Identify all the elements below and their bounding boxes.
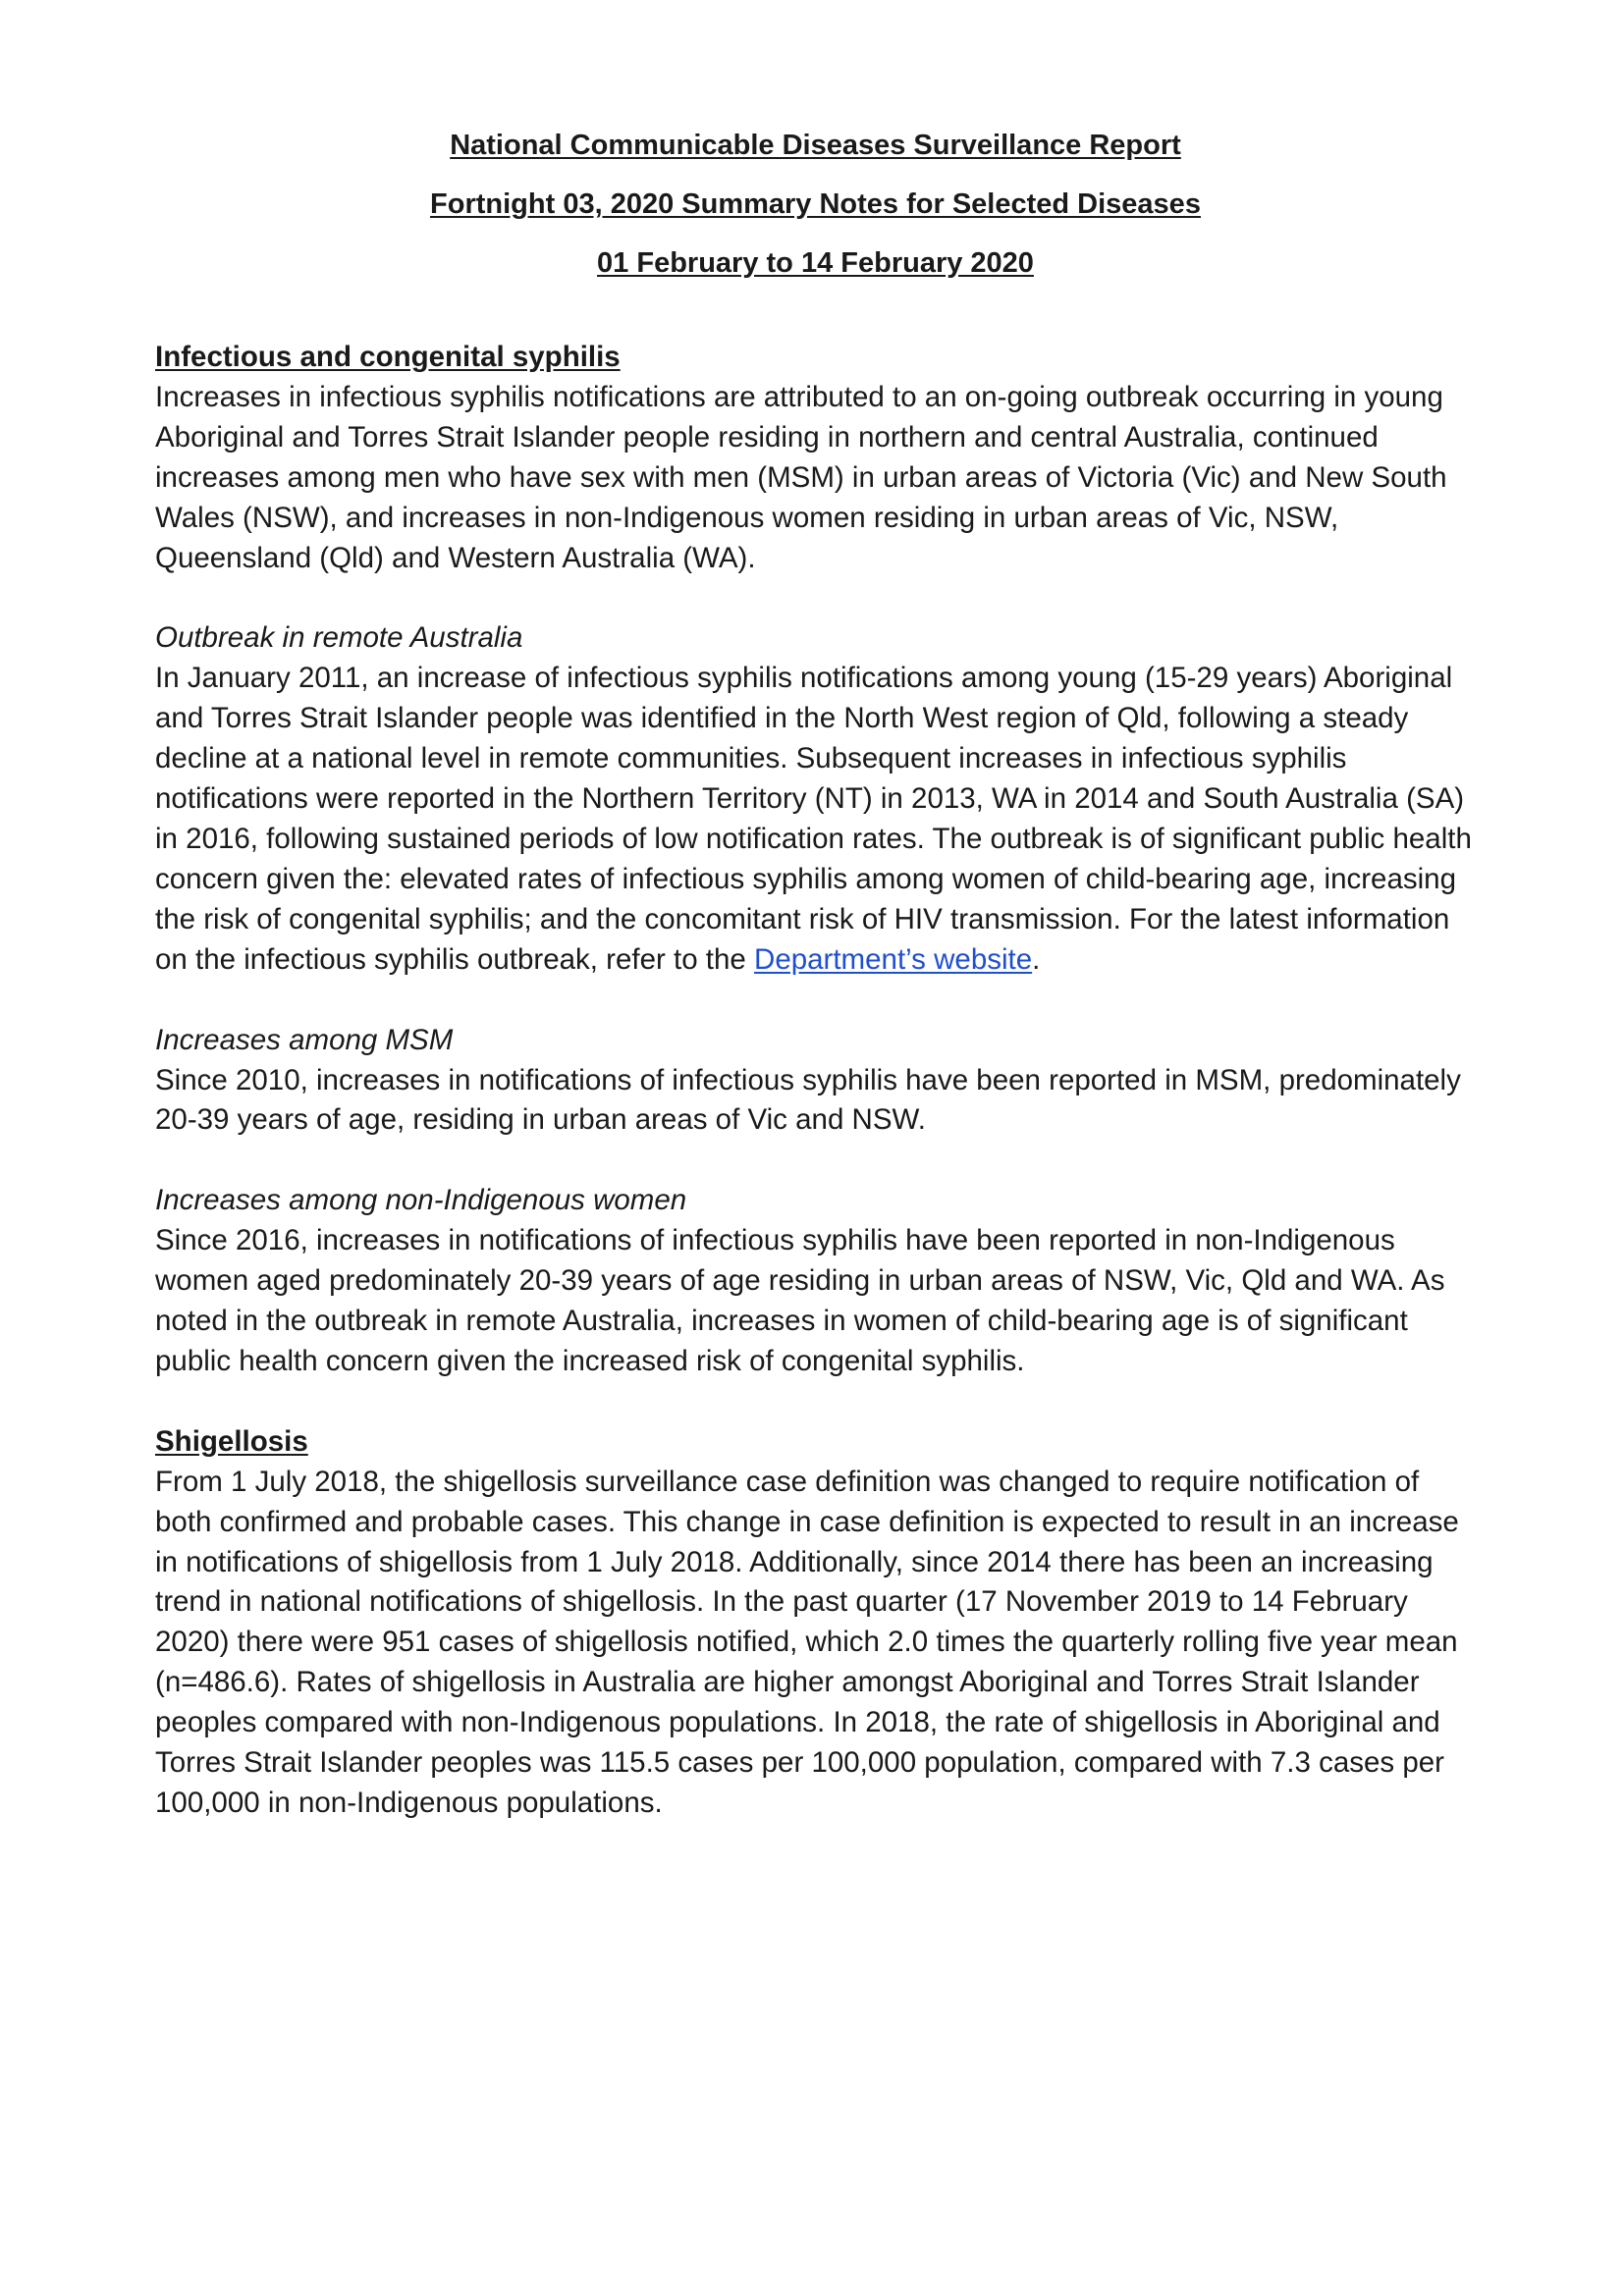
msm-section [155,1021,1476,1142]
report-subtitle: Fortnight 03, 2020 Summary Notes for Selected Diseases [430,188,1201,220]
report-title: National Communicable Diseases Surveillance Report [450,130,1181,161]
document-body [155,338,1476,1824]
women-section [155,1181,1476,1382]
department-website-link[interactable]: Department’s website [754,942,1033,976]
remote-outbreak-subheading: Outbreak in remote Australia [155,621,523,655]
remote-outbreak-paragraph [155,659,1476,980]
document-page [155,116,1476,1864]
shigellosis-heading: Shigellosis [155,1424,308,1458]
remote-outbreak-text: In January 2011, an increase of infectious syphilis notifications among young (15-29 years) Aboriginal and Torres Strait Islander people was identified in the North West region of Qld, following a steady decline at a national level in remote communities. Subsequent increases in infectious syphilis notifications were reported in the Northern Territory (NT) in 2013, WA in 2014 and South Australia (SA) in 2016, following sustained periods of low notification rates. The outbreak is of significant public health concern given the: elevated rates of infectious syphilis among women of child-bearing age, increasing the risk of congenital syphilis; and the concomitant risk of HIV transmission. For the latest information on the infectious syphilis outbreak, refer to the [155,662,1472,976]
syphilis-heading: Infectious and congenital syphilis [155,341,621,373]
remote-outbreak-section [155,618,1476,980]
women-paragraph: Since 2016, increases in notifications of infectious syphilis have been reported in non-Indigenous women aged predominately 20-39 years of age residing in urban areas of NSW, Vic, Qld and WA. As noted in the outbreak in remote Australia, increases in women of child-bearing age is of significant public health concern given the increased risk of congenital syphilis. [155,1224,1445,1377]
women-subheading: Increases among non-Indigenous women [155,1184,687,1217]
syphilis-intro-paragraph: Increases in infectious syphilis notifications are attributed to an on-going outbreak occurring in young Aboriginal and Torres Strait Islander people residing in northern and central Australia, continued increases among men who have sex with men (MSM) in urban areas of Victoria (Vic) and New South Wales (NSW), and increases in non-Indigenous women residing in urban areas of Vic, NSW, Queensland (Qld) and Western Australia (WA). [155,380,1447,574]
document-header [155,116,1476,293]
remote-outbreak-period: . [1032,942,1041,976]
msm-subheading: Increases among MSM [155,1023,454,1056]
msm-paragraph: Since 2010, increases in notifications of infectious syphilis have been reported in MSM, predominately 20-39 years of age, residing in urban areas of Vic and NSW. [155,1063,1461,1137]
shigellosis-paragraph: From 1 July 2018, the shigellosis surveillance case definition was changed to require notification of both confirmed and probable cases. This change in case definition is expected to result in an increase in notifications of shigellosis from 1 July 2018. Additionally, since 2014 there has been an increasing trend in national notifications of shigellosis. In the past quarter (17 November 2019 to 14 February 2020) there were 951 cases of shigellosis notified, which 2.0 times the quarterly rolling five year mean (n=486.6). Rates of shigellosis in Australia are higher amongst Aboriginal and Torres Strait Islander peoples compared with non-Indigenous populations. In 2018, the rate of shigellosis in Aboriginal and Torres Strait Islander peoples was 115.5 cases per 100,000 population, compared with 7.3 cases per 100,000 in non-Indigenous populations. [155,1465,1459,1819]
shigellosis-section [155,1422,1476,1824]
syphilis-section [155,338,1476,578]
report-date-range: 01 February to 14 February 2020 [597,247,1034,279]
